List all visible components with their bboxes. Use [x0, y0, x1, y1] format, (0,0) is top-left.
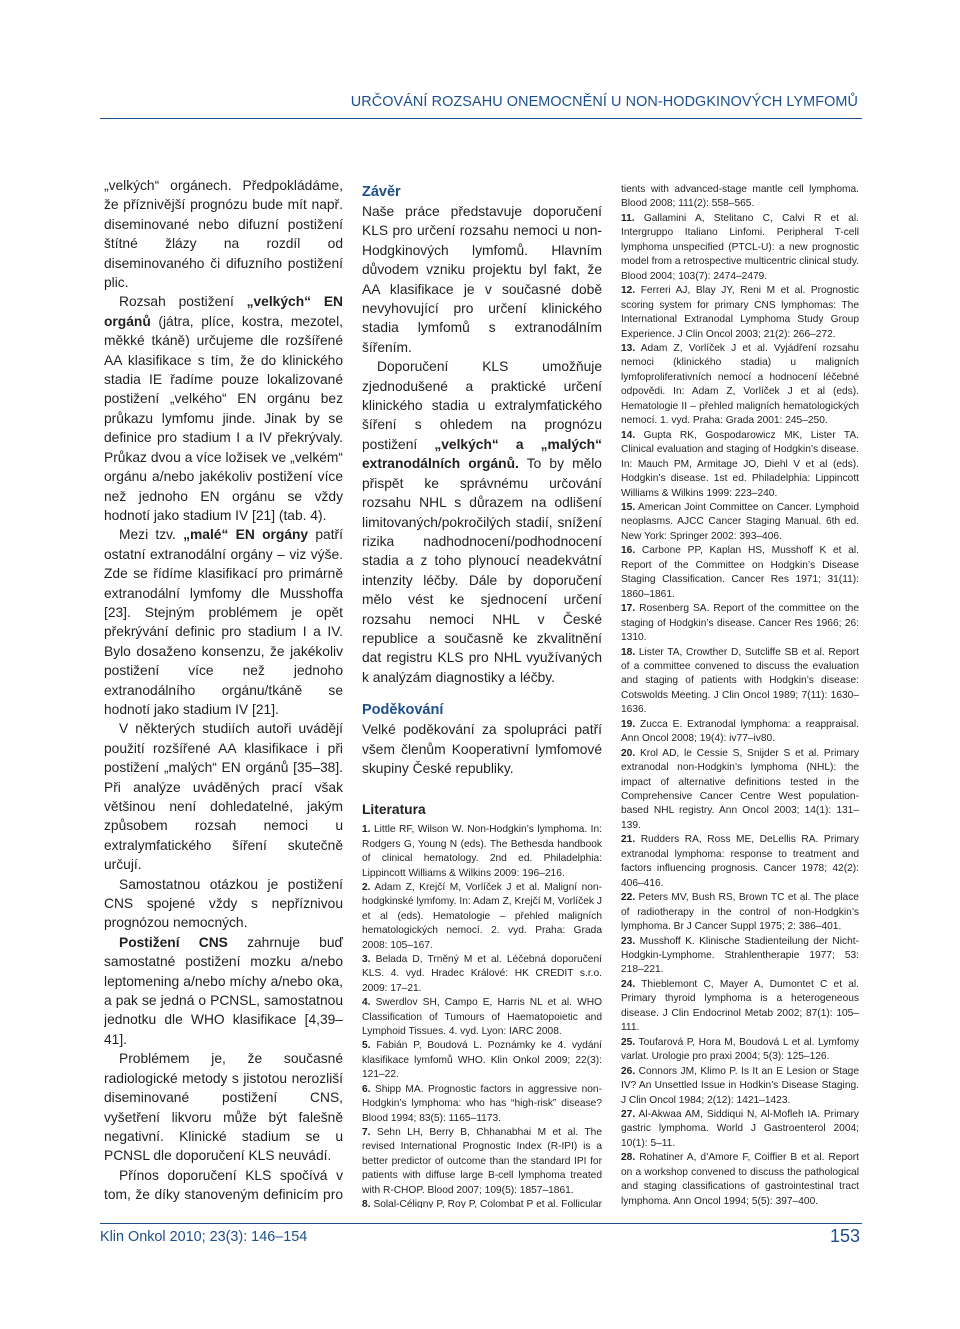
reference-item — [621, 891, 859, 934]
paragraph: Problémem je, že současné radiologické metody s jistotou nerozliší diseminované postižení CNS, vyšetření likvoru může být falešně negativní. Klinické stadium se u PCNSL dle doporučení KLS neuvádí. — [104, 1051, 343, 1164]
running-title: URČOVÁNÍ ROZSAHU ONEMOCNĚNÍ U NON-HODGKINOVÝCH LYMFOMŮ — [350, 94, 858, 110]
reference-item — [621, 935, 859, 978]
reference-text: Thieblemont C, Mayer A, Dumontet C et al. Primary thyroid lymphoma is a heterogeneous disease. J Clin Endocrinol Metab 2002; 87(1): 105–111. — [621, 978, 859, 1034]
reference-number: 7. — [362, 1126, 371, 1138]
reference-text: Rosenberg SA. Report of the committee on the staging of Hodgkin’s disease. Cancer Res 1966; 26: 1310. — [621, 603, 859, 644]
bold-term: Postižení CNS — [119, 934, 228, 950]
reference-text: Lister TA, Crowther D, Sutcliffe SB et al. Report of a committee convened to discuss the evaluation and staging of patients with Hodgkin’s disease: Cotswolds Meeting. J Clin Oncol 1989; 7(11): 1630–1636. — [621, 646, 859, 716]
reference-number: 16. — [621, 545, 636, 557]
reference-column-right — [621, 183, 859, 1208]
reference-number: 2. — [362, 882, 371, 893]
reference-text: Krol AD, le Cessie S, Snijder S et al. Primary extranodal non-Hodgkin’s lymphoma (NHL): the impact of alternative definitions tested in the Comprehensive Cancer Centre West population-based NHL registry. Ann Oncol 2003; 14(1): 131–139. — [621, 747, 859, 831]
reference-text: Ferreri AJ, Blay JY, Reni M et al. Prognostic scoring system for primary CNS lymphomas: The International Extranodal Lymphoma Study Group Experience. J Clin Oncol 2003; 21(2): 266–272. — [621, 285, 859, 340]
text-run: patří ostatní extranodální orgány – viz výše. Zde se řídíme klasifikací pro primárně extranodální lymfomy dle Musshoffa [23]. Stejným problémem je opět překrývání definic pro stadium I a IV. Bylo dosaženo konsenzu, že jakékoliv postižení více než jednoho extranodálního orgánu/tkáně se hodnotí jako stadium IV [21]. — [104, 527, 343, 717]
text-run: Rozsah postižení — [119, 294, 247, 310]
reference-list — [621, 212, 859, 1208]
reference-item — [362, 1039, 602, 1082]
reference-number: 5. — [362, 1040, 371, 1052]
section-heading-acknowledgement: Poděkování — [362, 702, 444, 719]
header-rule — [100, 118, 862, 119]
text-run: zahrnuje buď samostatné postižení mozku a/nebo leptomening a/nebo míchy a/nebo oka, a pak se jedná o PCNSL, samostatnou jednotku dle WHO klasifikace [4,39–41]. — [104, 934, 343, 1047]
reference-text: Sehn LH, Berry B, Chhanabhai M et al. The revised International Prognostic Index (R-IPI) is a better predictor of outcome than the standard IPI for patients with diffuse large B-cell lymphoma treated with R-CHOP. Blood 2007; 109(5): 1857–1861. — [362, 1126, 602, 1196]
paragraph — [362, 357, 602, 687]
text-column-left — [104, 176, 343, 1206]
reference-text: American Joint Committee on Cancer. Lymphoid neoplasms. AJCC Cancer Staging Manual. 6th ed. New York: Springer 2002: 393–406. — [621, 501, 859, 542]
reference-text: Connors JM, Klimo P. Is It an E Lesion or Stage IV? An Unsettled Issue in Hodkin’s Disease Staging. J Clin Oncol 1984; 2(12): 1421–1423. — [621, 1065, 859, 1106]
reference-item — [362, 996, 602, 1039]
reference-text: Shipp MA. Prognostic factors in aggressive non-Hodgkin’s lymphoma: who has “high-risk” disease? Blood 1994; 83(5): 1165–1173. — [362, 1083, 602, 1124]
reference-item — [621, 429, 859, 501]
reference-item — [621, 747, 859, 834]
reference-text: Gupta RK, Gospodarowicz MK, Lister TA. Clinical evaluation and staging of Hodgkin’s disease. In: Mauch PM, Armitage JO, Diehl V et al (eds). Hodgkin’s disease. 1st ed. Philadelphia: Lippincott Williams & Wilkins 1999: 223–240. — [621, 429, 859, 499]
reference-text: Musshoff K. Klinische Stadienteilung der Nicht-Hodgkin-Lymphome. Strahlentherapie 1977; 53: 218–221. — [621, 935, 859, 976]
reference-item — [362, 953, 602, 996]
reference-number: 15. — [621, 501, 636, 513]
reference-number: 3. — [362, 954, 371, 966]
reference-number: 4. — [362, 997, 371, 1009]
footer-rule — [100, 1223, 862, 1224]
reference-item — [621, 978, 859, 1036]
reference-item — [621, 1065, 859, 1108]
reference-item — [621, 544, 859, 602]
reference-number: 21. — [621, 834, 636, 846]
running-header — [0, 88, 960, 124]
reference-text: Rohatiner A, d’Amore F, Coiffier B et al. Report on a workshop convened to discuss the pathological and staging classifications of gastrointestinal tract lymphoma. Ann Oncol 1994; 5(5): 397–400. — [621, 1152, 859, 1207]
paragraph: Naše práce představuje doporučení KLS pro určení rozsahu nemoci u non-Hodgkinových lymfomů. Hlavním důvodem vzniku projektu byl fakt, že AA klasifikace je v současné době nevyhovující pro určení klinického stadia lymfomů s extranodálním šířením. — [362, 204, 602, 355]
reference-text: Carbone PP, Kaplan HS, Musshoff K et al. Report of the Committee on Hodgkin’s Disease Staging Classification. Cancer Res 1971; 31(11): 1860–1861. — [621, 545, 859, 600]
reference-text: Gallamini A, Stelitano C, Calvi R et al. Intergruppo Italiano Linfomi. Peripheral T-cell lymphoma unspecified (PTCL-U): a new prognostic model from a retrospective multicentric clinical study. Blood 2004; 103(7): 2474–2479. — [621, 212, 859, 282]
reference-text: Adam Z, Vorlíček J et al. Vyjádření rozsahu nemoci (klinického stadia) u maligních lymfoproliferativních nemocí a hodnocení léčebné odpovědi. In: Adam Z, Vorlíček J et al (eds). Hematologie II – přehled maligních hematologických nemocí. 1. vyd. Praha: Grada 2001: 245–250. — [621, 342, 859, 427]
bold-term: „velkých“ a „malých“ extranodálních orgánů. — [362, 436, 602, 472]
reference-item — [621, 646, 859, 718]
paragraph: Velké poděkování za spolupráci patří všem členům Kooperativní lymfomové skupiny České republiky. — [362, 722, 602, 776]
text-column-middle — [362, 183, 602, 1208]
reference-number: 26. — [621, 1065, 636, 1077]
reference-number: 6. — [362, 1083, 371, 1095]
reference-item — [621, 1151, 859, 1208]
reference-item — [362, 1198, 602, 1208]
reference-text: Toufarová P, Hora M, Boudová L et al. Lymfomy varlat. Urologie pro praxi 2004; 5(3): 125–126. — [621, 1036, 859, 1063]
reference-item — [621, 284, 859, 342]
reference-item — [362, 881, 602, 953]
spacer — [362, 687, 602, 701]
paragraph: Přínos doporučení KLS spočívá v tom, že díky stanoveným definicím pro — [104, 1167, 343, 1203]
reference-continuation: tients with advanced-stage mantle cell lymphoma. Blood 2008; 111(2): 558–565. — [621, 184, 859, 210]
reference-number: 1. — [362, 824, 371, 836]
reference-number: 24. — [621, 978, 636, 990]
paragraph — [104, 292, 343, 525]
reference-text: Fabián P, Boudová L. Poznámky ke 4. vydání klasifikace lymfomů WHO. Klin Onkol 2009; 22(3): 121–22. — [362, 1040, 602, 1081]
reference-text: Peters MV, Bush RS, Brown TC et al. The place of radiotherapy in the control of non-Hodgkin’s lymphoma. Br J Cancer Suppl 1975; 2: 386–401. — [621, 892, 859, 933]
reference-number: 20. — [621, 747, 636, 759]
reference-text: Belada D, Trněný M et al. Léčebná doporučení KLS. 4. vyd. Hradec Králové: HK CREDIT s.r.o. 2009: 17–21. — [362, 954, 602, 994]
reference-number: 25. — [621, 1036, 636, 1048]
section-heading-conclusion: Závěr — [362, 184, 401, 200]
reference-text: Al-Akwaa AM, Siddiqui N, Al-Mofleh IA. Primary gastric lymphoma. World J Gastroenterol 2004; 10(1): 5–11. — [621, 1109, 859, 1149]
paragraph: V některých studiích autoři uvádějí použití rozšířené AA klasifikace i při postižení „malých“ EN orgánů [35–38]. Při analýze uváděných prací však většinou není dohledatelné, jakým způsobem rozsah nemoci u extralymfatického šíření skutečně určují. — [104, 721, 343, 873]
reference-number: 8. — [362, 1198, 371, 1208]
reference-item — [621, 833, 859, 891]
reference-item — [621, 718, 859, 747]
reference-number: 14. — [621, 429, 636, 441]
reference-item — [362, 1083, 602, 1126]
reference-text: Zucca E. Extranodal lymphoma: a reappraisal. Ann Oncol 2008; 19(4): iv77–iv80. — [621, 718, 859, 745]
bold-term: „velkých“ EN orgánů — [104, 294, 343, 329]
reference-text: Adam Z, Krejčí M, Vorlíček J et al. Maligní non-hodgkinské lymfomy. In: Adam Z, Krejčí M, Vorlíček J et al (eds). Hematologie – přehled maligních hematologických nemocí. 2. vyd. Praha: Grada 2008: 105–167. — [362, 882, 602, 951]
reference-item — [621, 1108, 859, 1151]
reference-number: 17. — [621, 603, 636, 615]
reference-text: Rudders RA, Ross ME, DeLellis RA. Primary extranodal lymphoma: response to treatment and factors influencing prognosis. Cancer 1978; 42(2): 406–416. — [621, 834, 859, 889]
reference-text: Little RF, Wilson W. Non-Hodgkin’s lymphoma. In: Rodgers G, Young N (eds). The Bethesda handbook of clinical hematology. 2nd ed. Philadelphia: Lippincott Williams & Wilkins 2009: 196–216. — [362, 824, 602, 879]
bold-term: „malé“ EN orgány — [183, 527, 309, 543]
journal-citation: Klin Onkol 2010; 23(3): 146–154 — [100, 1229, 308, 1245]
reference-number: 12. — [621, 285, 636, 297]
reference-text: Solal-Céligny P, Roy P, Colombat P et al. Follicular — [373, 1198, 602, 1208]
reference-item — [621, 342, 859, 429]
reference-number: 11. — [621, 212, 635, 224]
reference-item — [362, 823, 602, 881]
reference-item — [621, 1036, 859, 1065]
paragraph: „velkých“ orgánech. Předpokládáme, že příznivější prognózu bude mít např. diseminované nebo difuzní postižení štítné žlázy na rozdíl od diseminovaného či difuzního postižení plic. — [104, 178, 343, 291]
section-heading-references: Literatura — [362, 802, 426, 818]
paragraph: Samostatnou otázkou je postižení CNS spojené vždy s nepříznivou prognózou nemocných. — [104, 876, 343, 931]
reference-item — [621, 212, 859, 284]
reference-number: 27. — [621, 1109, 636, 1120]
reference-number: 22. — [621, 892, 636, 904]
paragraph — [104, 933, 343, 1049]
reference-item — [621, 501, 859, 544]
reference-text: Swerdlov SH, Campo E, Harris NL et al. WHO Classification of Tumours of Haematopoietic and Lymphoid Tissues. 4. vyd. Lyon: IARC 2008. — [362, 997, 602, 1038]
page-number: 153 — [829, 1226, 860, 1246]
reference-number: 28. — [621, 1152, 636, 1164]
reference-number: 13. — [621, 342, 636, 354]
text-run: To by mělo přispět ke správnému určování rozsahu NHL s důrazem na odlišení limitovaných/pokročilých stadií, snížení rizika nadhodnocení/podhodnocení stadia a z toho plynoucí neadekvátní intenzity léčby. Dále by doporučení mělo vést ke sjednocení určení rozsahu nemoci NHL v České republice a současně ke zkvalitnění dat registru KLS pro NHL využívaných k analýzám diagnostiky a léčby. — [362, 456, 602, 685]
paragraph — [104, 525, 343, 719]
reference-number: 18. — [621, 646, 636, 658]
text-run: Mezi tzv. — [119, 527, 184, 543]
reference-item — [362, 1126, 602, 1198]
reference-number: 19. — [621, 718, 636, 730]
reference-list — [362, 823, 602, 1208]
reference-number: 23. — [621, 935, 636, 947]
text-run: (játra, plíce, kostra, mezotel, měkké tkáně) určujeme dle rozšířené AA klasifikace s tím, že do klinického stadia IE řadíme pouze lokalizované postižení „velkého“ EN orgánu bez průkazu lymfomu jinde. Jinak by se definice pro stadium I a IV překrývaly. Průkaz dvou a více ložisek ve „velkém“ orgánu a/nebo jakékoliv postižení více než jednoho EN orgánu se vždy hodnotí jako stadium IV [21] (tab. 4). — [104, 313, 343, 523]
text-run: Doporučení KLS umožňuje zjednodušené a praktické určení klinického stadia u extralymfatického šíření s ohledem na prognózu postižení — [362, 359, 602, 452]
reference-item — [621, 602, 859, 645]
